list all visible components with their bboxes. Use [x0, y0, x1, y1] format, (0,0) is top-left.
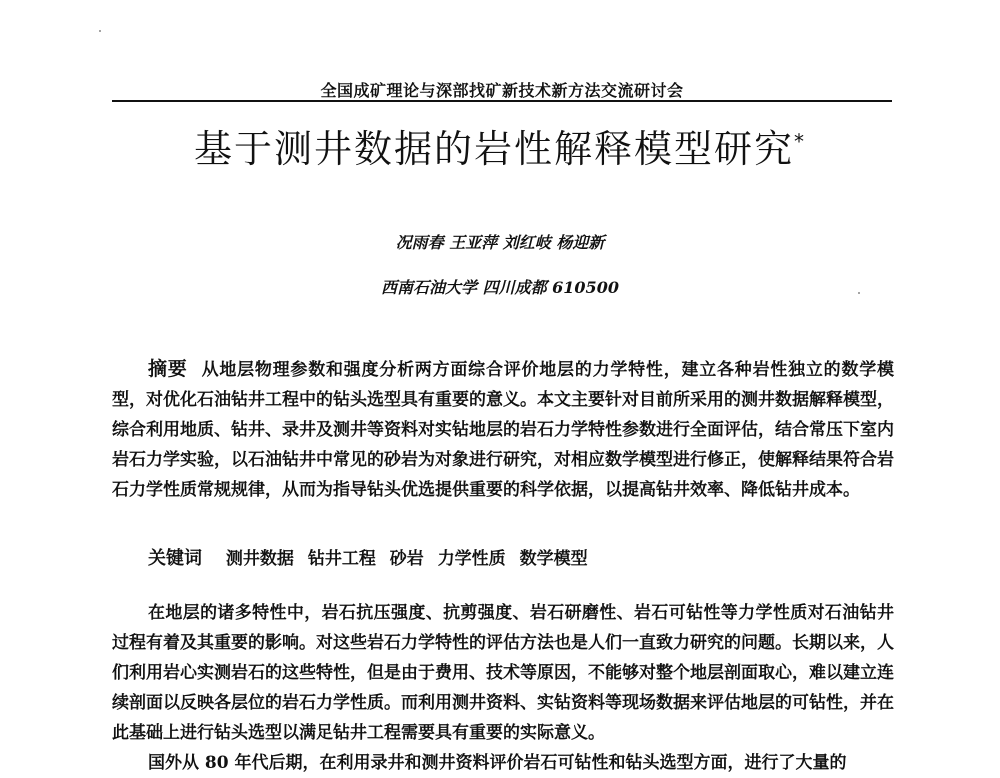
keyword: 钻井工程: [307, 549, 376, 569]
affiliation: 西南石油大学 四川成都 610500: [381, 278, 619, 297]
header-rule: [112, 100, 892, 102]
author-list: 况雨春 王亚萍 刘红岐 杨迎新: [395, 233, 605, 252]
body-text: [112, 598, 894, 778]
abstract-label: 摘要: [148, 358, 188, 380]
title-footnote-mark: *: [794, 129, 806, 154]
paper-title-text: 基于测井数据的岩性解释模型研究: [193, 127, 794, 171]
paper-title: [100, 118, 900, 173]
keywords: [148, 544, 888, 570]
body-paragraph: 国外从 80 年代后期，在利用录井和测井资料评价岩石可钻性和钻头选型方面，进行了大量的: [148, 753, 847, 773]
scan-speck: [99, 30, 101, 32]
keywords-label: 关键词: [148, 548, 202, 569]
abstract-text: 从地层物理参数和强度分析两方面综合评价地层的力学特性，建立各种岩性独立的数学模型，对优化石油钻井工程中的钻头选型具有重要的意义。本文主要针对目前所采用的测井数据解释模型，综合利用地质、钻井、录井及测井等资料对实钻地层的岩石力学特性参数进行全面评估，结合常压下室内岩石力学实验，以石油钻井中常见的砂岩为对象进行研究，对相应数学模型进行修正，使解释结果符合岩石力学性质常规规律，从而为指导钻头优选提供重要的科学依据，以提高钻井效率、降低钻井成本。: [112, 360, 894, 500]
keyword: 测井数据: [225, 549, 294, 569]
abstract: [112, 354, 894, 505]
keyword: 数学模型: [519, 549, 588, 569]
keyword: 砂岩: [389, 549, 424, 569]
body-paragraph: 在地层的诸多特性中，岩石抗压强度、抗剪强度、岩石研磨性、岩石可钻性等力学性质对石油钻井过程有着及其重要的影响。对这些岩石力学特性的评估方法也是人们一直致力研究的问题。长期以来，人们利用岩心实测岩石的这些特性，但是由于费用、技术等原因，不能够对整个地层剖面取心，难以建立连续剖面以反映各层位的岩石力学性质。而利用测井资料、实钻资料等现场数据来评估地层的可钻性，并在此基础上进行钻头选型以满足钻井工程需要具有重要的实际意义。: [112, 603, 894, 743]
keyword: 力学性质: [437, 549, 506, 569]
scan-speck: [858, 292, 860, 294]
conference-header: 全国成矿理论与深部找矿新技术新方法交流研讨会: [320, 81, 684, 100]
